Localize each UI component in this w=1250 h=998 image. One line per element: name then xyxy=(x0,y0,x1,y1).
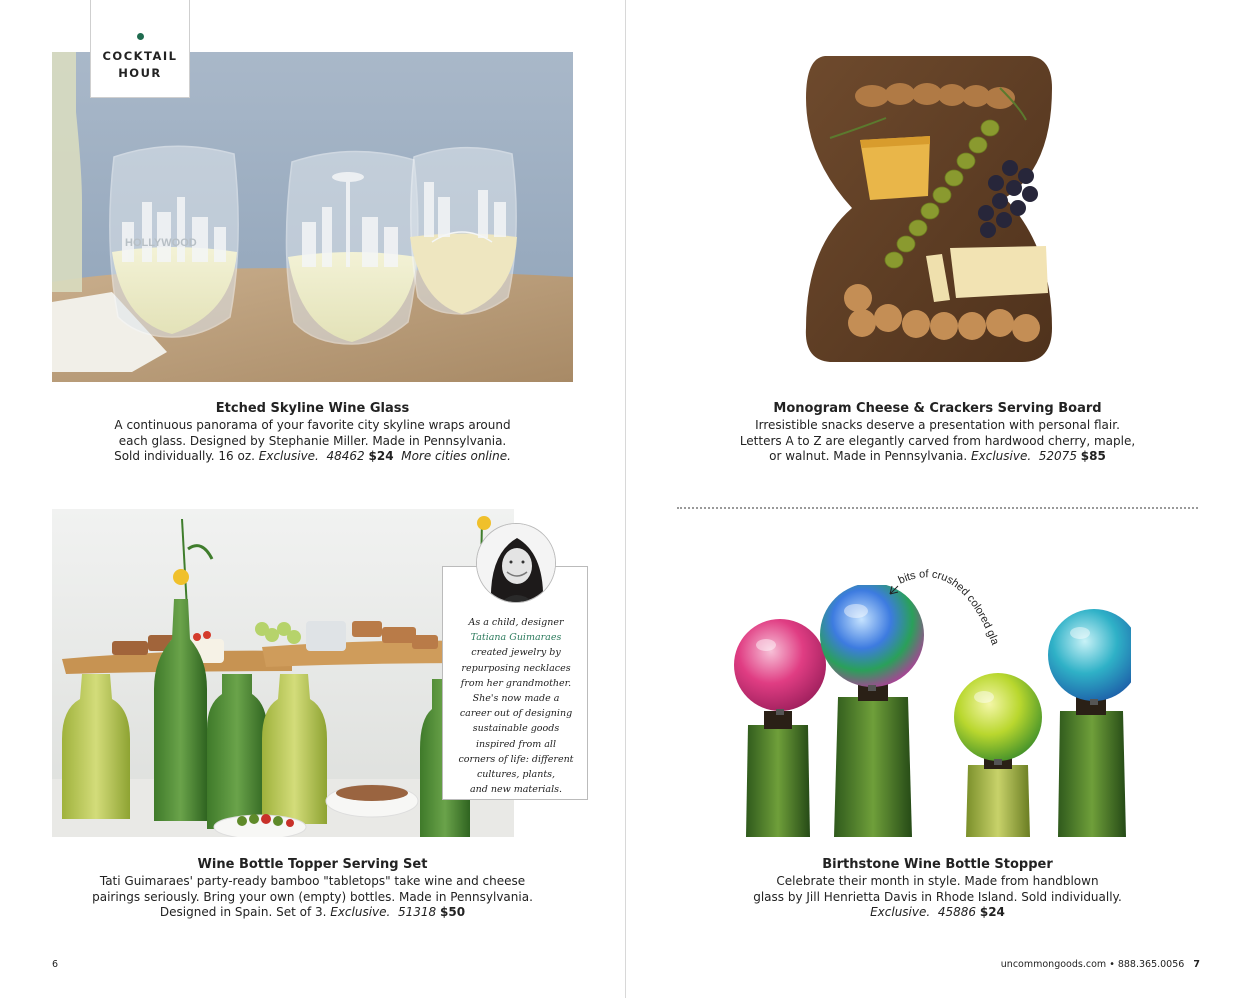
skyline-glass-photo[interactable] xyxy=(52,52,573,382)
glass-annotation xyxy=(888,560,1038,650)
section-tag-text xyxy=(91,48,189,82)
caption-line: career out of designing xyxy=(459,708,573,720)
product-desc-line1: A continuous panorama of your favorite city skyline wraps around xyxy=(114,418,511,432)
product-desc-line2: Letters A to Z are elegantly carved from hardwood cherry, maple, xyxy=(739,433,1136,448)
designer-portrait xyxy=(476,523,556,603)
section-tag-line2: HOUR xyxy=(118,66,162,80)
caption-line: created jewelry by xyxy=(471,647,561,659)
product-desc-line1: Tati Guimaraes' party-ready bamboo "tabletops" take wine and cheese xyxy=(99,874,526,888)
section-tag xyxy=(90,0,190,98)
item-number: 45886 xyxy=(937,905,977,919)
exclusive-label: Exclusive. xyxy=(971,449,1032,463)
site-link[interactable]: uncommongoods.com xyxy=(1000,959,1107,970)
product-title: Birthstone Wine Bottle Stopper xyxy=(822,857,1053,872)
caption-line: and new materials. xyxy=(469,784,563,796)
product-desc-line3 xyxy=(52,449,573,465)
more-cities-link[interactable]: More cities online. xyxy=(401,449,511,463)
page-number-left: 6 xyxy=(52,959,59,970)
price: $24 xyxy=(368,449,394,463)
designer-caption-text xyxy=(451,615,581,797)
item-number: 52075 xyxy=(1038,449,1077,463)
product-desc-line3-text: Sold individually. 16 oz. xyxy=(114,449,259,463)
caption-line: from her grandmother. xyxy=(460,677,572,689)
product-desc-line2: each glass. Designed by Stephanie Miller. Made in Pennsylvania. xyxy=(118,433,507,448)
exclusive-label: Exclusive. xyxy=(870,905,931,919)
caption-line: cultures, plants, xyxy=(476,769,556,781)
product-desc-line1: Celebrate their month in style. Made from handblown xyxy=(776,874,1099,888)
dotted-separator xyxy=(677,507,1198,509)
section-dot xyxy=(137,33,144,40)
product-desc-line1: Irresistible snacks deserve a presentation with personal flair. xyxy=(755,418,1120,432)
page-gutter-divider xyxy=(625,0,626,998)
product-etched-skyline xyxy=(52,400,573,465)
cheese-board-photo[interactable] xyxy=(790,48,1060,368)
price: $24 xyxy=(979,905,1005,919)
footer-right xyxy=(900,959,1200,970)
product-desc-line2: glass by Jill Henrietta Davis in Rhode Island. Sold individually. xyxy=(753,889,1122,904)
caption-line: repurposing necklaces xyxy=(461,662,571,674)
product-desc-line3 xyxy=(52,905,573,921)
product-title: Monogram Cheese & Crackers Serving Board xyxy=(773,401,1102,416)
annotation-text: bits of crushed colored gla xyxy=(896,568,1002,647)
designer-name: Tatiana Guimaraes xyxy=(470,632,562,644)
price: $85 xyxy=(1080,449,1106,463)
section-tag-line1: COCKTAIL xyxy=(102,49,178,63)
product-desc-line3 xyxy=(677,905,1198,921)
price: $50 xyxy=(440,905,466,919)
caption-line: inspired from all xyxy=(476,738,556,750)
product-desc-line2: pairings seriously. Bring your own (empty) bottles. Made in Pennsylvania. xyxy=(92,889,533,904)
item-number: 48462 xyxy=(326,449,365,463)
product-title: Etched Skyline Wine Glass xyxy=(215,401,410,416)
product-desc-line3-text: or walnut. Made in Pennsylvania. xyxy=(769,449,972,463)
item-number: 51318 xyxy=(398,905,437,919)
caption-line: sustainable goods xyxy=(472,723,560,735)
exclusive-label: Exclusive. xyxy=(330,905,391,919)
product-monogram-board xyxy=(677,400,1198,465)
footer-bullet: • xyxy=(1109,959,1115,970)
page-number-right: 7 xyxy=(1193,959,1200,970)
exclusive-label: Exclusive. xyxy=(258,449,319,463)
product-desc-line3-text: Designed in Spain. Set of 3. xyxy=(159,905,331,919)
phone-number: 888.365.0056 xyxy=(1117,959,1185,970)
product-birthstone-stopper xyxy=(677,856,1198,921)
product-bottle-topper xyxy=(52,856,573,921)
product-desc-line3 xyxy=(677,449,1198,465)
product-title: Wine Bottle Topper Serving Set xyxy=(197,857,428,872)
caption-line: She's now made a xyxy=(472,693,560,705)
caption-line: corners of life: different xyxy=(458,753,574,765)
svg-text:bits of crushed colored glass xyxy=(888,560,1001,648)
caption-line-pre: As a child, designer xyxy=(468,617,564,628)
hollywood-etching: HOLLYWOOD xyxy=(125,237,197,249)
